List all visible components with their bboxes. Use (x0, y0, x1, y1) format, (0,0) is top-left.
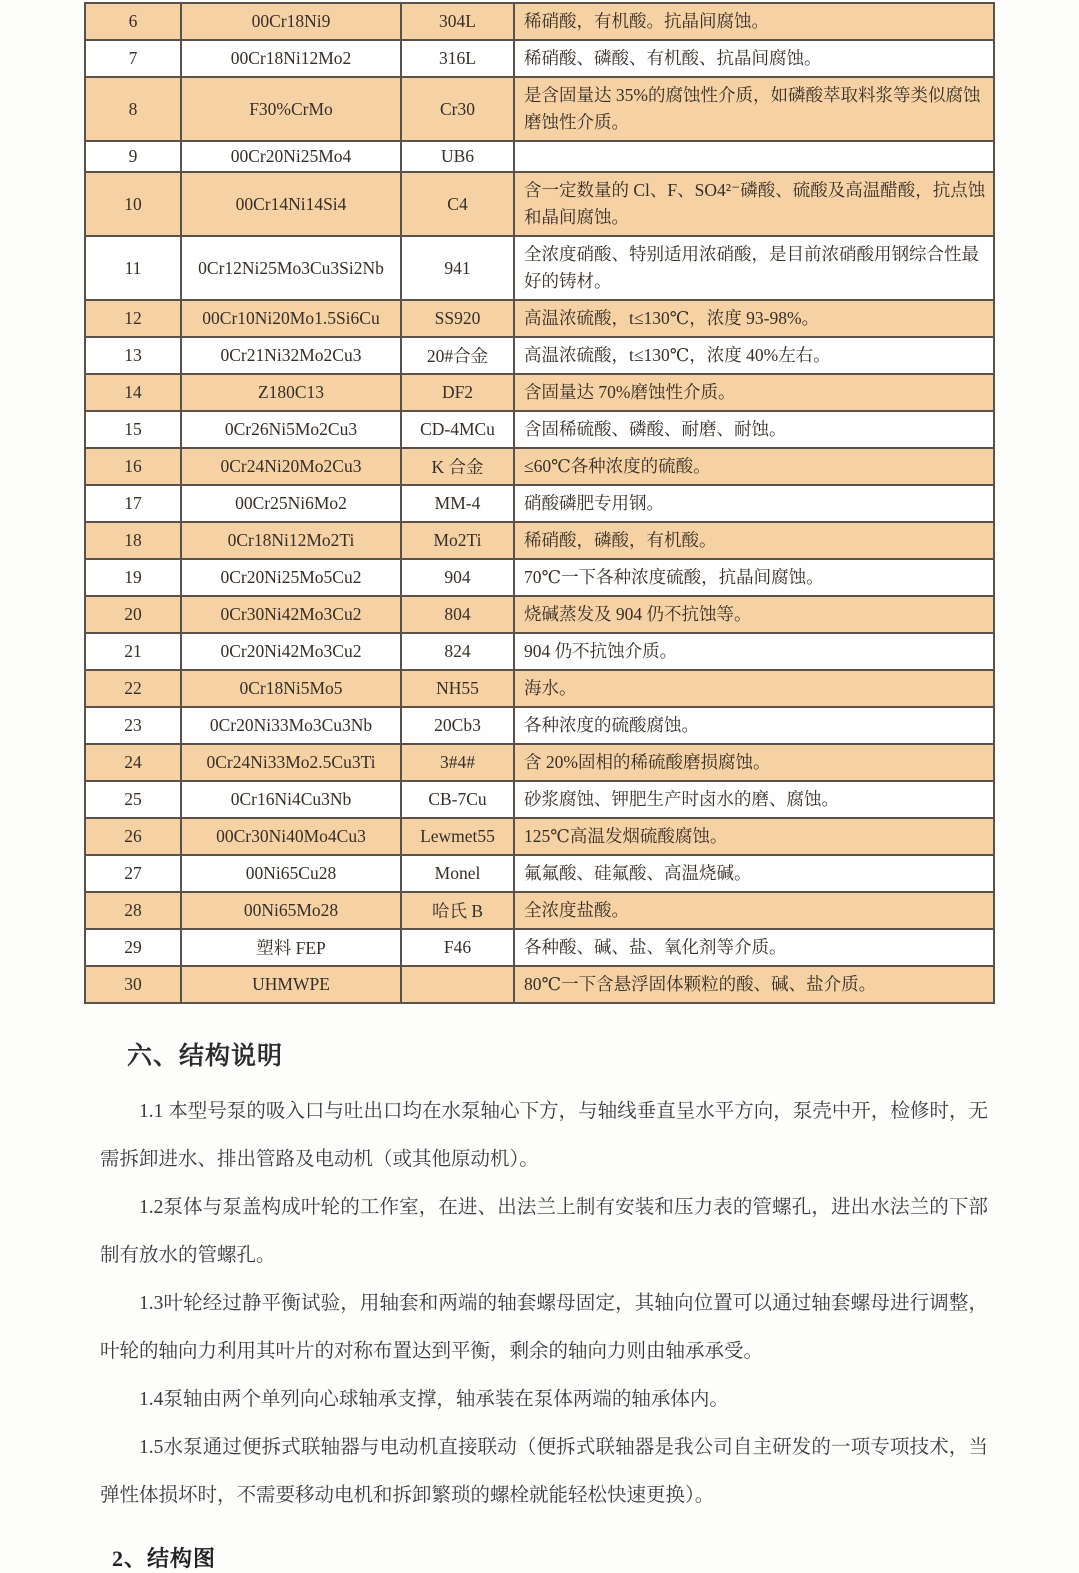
description-cell: 125℃高温发烟硫酸腐蚀。 (514, 818, 994, 855)
table-row (85, 337, 994, 374)
description-cell: 各种酸、碱、盐、氧化剂等介质。 (514, 929, 994, 966)
material-cell: 00Cr30Ni40Mo4Cu3 (181, 818, 401, 855)
grade-cell: CD-4MCu (401, 411, 514, 448)
row-number-cell: 27 (85, 855, 181, 892)
grade-cell: 304L (401, 3, 514, 40)
materials-table (84, 2, 995, 1004)
material-cell: 0Cr16Ni4Cu3Nb (181, 781, 401, 818)
table-row (85, 40, 994, 77)
description-cell: 烧碱蒸发及 904 仍不抗蚀等。 (514, 596, 994, 633)
grade-cell: 20#合金 (401, 337, 514, 374)
material-cell: 00Ni65Cu28 (181, 855, 401, 892)
table-row (85, 3, 994, 40)
row-number-cell: 24 (85, 744, 181, 781)
grade-cell: Mo2Ti (401, 522, 514, 559)
subsection-heading: 2、结构图 (112, 1546, 217, 1571)
material-cell: 0Cr20Ni42Mo3Cu2 (181, 633, 401, 670)
grade-cell: UB6 (401, 141, 514, 172)
grade-cell (401, 966, 514, 1003)
row-number-cell: 28 (85, 892, 181, 929)
description-cell: 高温浓硫酸，t≤130℃，浓度 93-98%。 (514, 300, 994, 337)
row-number-cell: 22 (85, 670, 181, 707)
description-cell: 904 仍不抗蚀介质。 (514, 633, 994, 670)
table-row (85, 818, 994, 855)
grade-cell: MM-4 (401, 485, 514, 522)
description-cell: 70℃一下各种浓度硫酸，抗晶间腐蚀。 (514, 559, 994, 596)
material-cell: 00Cr18Ni9 (181, 3, 401, 40)
material-cell: 塑料 FEP (181, 929, 401, 966)
material-cell: 00Cr25Ni6Mo2 (181, 485, 401, 522)
material-cell: 00Cr14Ni14Si4 (181, 172, 401, 236)
material-cell: 0Cr21Ni32Mo2Cu3 (181, 337, 401, 374)
grade-cell: 20Cb3 (401, 707, 514, 744)
table-row (85, 929, 994, 966)
grade-cell: DF2 (401, 374, 514, 411)
grade-cell: F46 (401, 929, 514, 966)
material-cell: 0Cr18Ni5Mo5 (181, 670, 401, 707)
table-row (85, 633, 994, 670)
structure-paragraph: 1.1 本型号泵的吸入口与吐出口均在水泵轴心下方，与轴线垂直呈水平方向，泵壳中开，检修时，无需拆卸进水、排出管路及电动机（或其他原动机）。 (100, 1101, 988, 1170)
material-cell: 0Cr24Ni20Mo2Cu3 (181, 448, 401, 485)
structure-paragraphs (100, 1088, 988, 1520)
material-cell: 0Cr24Ni33Mo2.5Cu3Ti (181, 744, 401, 781)
row-number-cell: 13 (85, 337, 181, 374)
description-cell: 含固稀硫酸、磷酸、耐磨、耐蚀。 (514, 411, 994, 448)
grade-cell: 904 (401, 559, 514, 596)
row-number-cell: 26 (85, 818, 181, 855)
description-cell: 含 20%固相的稀硫酸磨损腐蚀。 (514, 744, 994, 781)
structure-paragraph: 1.4泵轴由两个单列向心球轴承支撑，轴承装在泵体两端的轴承体内。 (139, 1389, 729, 1410)
table-row (85, 596, 994, 633)
material-cell: 0Cr20Ni25Mo5Cu2 (181, 559, 401, 596)
grade-cell: NH55 (401, 670, 514, 707)
material-cell: Z180C13 (181, 374, 401, 411)
material-cell: 0Cr30Ni42Mo3Cu2 (181, 596, 401, 633)
description-cell: 稀硝酸、磷酸、有机酸、抗晶间腐蚀。 (514, 40, 994, 77)
table-row (85, 374, 994, 411)
table-row (85, 300, 994, 337)
material-cell: UHMWPE (181, 966, 401, 1003)
table-row (85, 522, 994, 559)
description-cell: 80℃一下含悬浮固体颗粒的酸、碱、盐介质。 (514, 966, 994, 1003)
row-number-cell: 25 (85, 781, 181, 818)
grade-cell: C4 (401, 172, 514, 236)
grade-cell: K 合金 (401, 448, 514, 485)
row-number-cell: 30 (85, 966, 181, 1003)
grade-cell: SS920 (401, 300, 514, 337)
table-row (85, 781, 994, 818)
description-cell: 全浓度硝酸、特别适用浓硝酸，是目前浓硝酸用钢综合性最好的铸材。 (514, 236, 994, 300)
row-number-cell: 10 (85, 172, 181, 236)
row-number-cell: 7 (85, 40, 181, 77)
grade-cell: 316L (401, 40, 514, 77)
row-number-cell: 23 (85, 707, 181, 744)
material-cell: 0Cr20Ni33Mo3Cu3Nb (181, 707, 401, 744)
grade-cell: Cr30 (401, 77, 514, 141)
material-cell: 0Cr18Ni12Mo2Ti (181, 522, 401, 559)
structure-paragraph: 1.3叶轮经过静平衡试验，用轴套和两端的轴套螺母固定，其轴向位置可以通过轴套螺母进行调整，叶轮的轴向力利用其叶片的对称布置达到平衡，剩余的轴向力则由轴承承受。 (100, 1293, 988, 1362)
row-number-cell: 9 (85, 141, 181, 172)
table-row (85, 670, 994, 707)
grade-cell: 824 (401, 633, 514, 670)
grade-cell: 哈氏 B (401, 892, 514, 929)
description-cell: 高温浓硫酸，t≤130℃，浓度 40%左右。 (514, 337, 994, 374)
grade-cell: Monel (401, 855, 514, 892)
row-number-cell: 6 (85, 3, 181, 40)
description-cell: 稀硝酸，有机酸。抗晶间腐蚀。 (514, 3, 994, 40)
material-cell: 00Cr20Ni25Mo4 (181, 141, 401, 172)
description-cell: 稀硝酸，磷酸，有机酸。 (514, 522, 994, 559)
table-row (85, 141, 994, 172)
row-number-cell: 12 (85, 300, 181, 337)
section-heading: 六、结构说明 (127, 1043, 284, 1070)
row-number-cell: 18 (85, 522, 181, 559)
description-cell (514, 141, 994, 172)
table-row (85, 77, 994, 141)
grade-cell: 941 (401, 236, 514, 300)
description-cell: 含一定数量的 Cl、F、SO4²⁻磷酸、硫酸及高温醋酸，抗点蚀和晶间腐蚀。 (514, 172, 994, 236)
material-cell: 0Cr26Ni5Mo2Cu3 (181, 411, 401, 448)
row-number-cell: 17 (85, 485, 181, 522)
description-cell: 是含固量达 35%的腐蚀性介质，如磷酸萃取料浆等类似腐蚀磨蚀性介质。 (514, 77, 994, 141)
material-cell: 0Cr12Ni25Mo3Cu3Si2Nb (181, 236, 401, 300)
material-cell: 00Cr18Ni12Mo2 (181, 40, 401, 77)
table-row (85, 172, 994, 236)
row-number-cell: 29 (85, 929, 181, 966)
description-cell: 含固量达 70%磨蚀性介质。 (514, 374, 994, 411)
description-cell: 全浓度盐酸。 (514, 892, 994, 929)
table-row (85, 236, 994, 300)
row-number-cell: 8 (85, 77, 181, 141)
row-number-cell: 21 (85, 633, 181, 670)
structure-paragraph: 1.2泵体与泵盖构成叶轮的工作室，在进、出法兰上制有安装和压力表的管螺孔，进出水法兰的下部制有放水的管螺孔。 (100, 1197, 988, 1266)
row-number-cell: 16 (85, 448, 181, 485)
table-row (85, 707, 994, 744)
description-cell: 海水。 (514, 670, 994, 707)
grade-cell: 804 (401, 596, 514, 633)
table-row (85, 411, 994, 448)
description-cell: 各种浓度的硫酸腐蚀。 (514, 707, 994, 744)
description-cell: ≤60℃各种浓度的硫酸。 (514, 448, 994, 485)
structure-paragraph: 1.5水泵通过便拆式联轴器与电动机直接联动（便拆式联轴器是我公司自主研发的一项专项技术，当弹性体损坏时，不需要移动电机和拆卸繁琐的螺栓就能轻松快速更换）。 (100, 1437, 988, 1506)
table-row (85, 448, 994, 485)
table-row (85, 559, 994, 596)
materials-table-body (85, 3, 994, 1003)
description-cell: 砂浆腐蚀、钾肥生产时卤水的磨、腐蚀。 (514, 781, 994, 818)
table-row (85, 744, 994, 781)
table-row (85, 485, 994, 522)
row-number-cell: 14 (85, 374, 181, 411)
material-cell: 00Cr10Ni20Mo1.5Si6Cu (181, 300, 401, 337)
row-number-cell: 19 (85, 559, 181, 596)
table-row (85, 855, 994, 892)
row-number-cell: 11 (85, 236, 181, 300)
description-cell: 氟氟酸、硅氟酸、高温烧碱。 (514, 855, 994, 892)
row-number-cell: 15 (85, 411, 181, 448)
grade-cell: Lewmet55 (401, 818, 514, 855)
description-cell: 硝酸磷肥专用钢。 (514, 485, 994, 522)
table-row (85, 892, 994, 929)
table-row (85, 966, 994, 1003)
row-number-cell: 20 (85, 596, 181, 633)
material-cell: 00Ni65Mo28 (181, 892, 401, 929)
grade-cell: 3#4# (401, 744, 514, 781)
grade-cell: CB-7Cu (401, 781, 514, 818)
material-cell: F30%CrMo (181, 77, 401, 141)
